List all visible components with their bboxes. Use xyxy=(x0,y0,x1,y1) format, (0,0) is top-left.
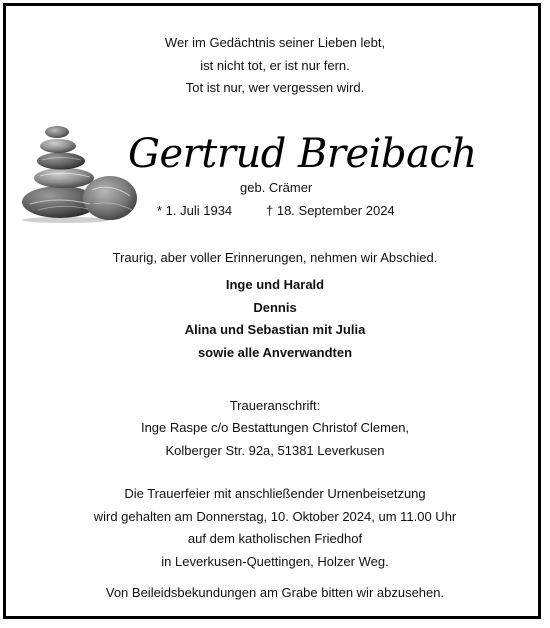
farewell-text: Traurig, aber voller Erinnerungen, nehmen wir Abschied. xyxy=(112,250,438,265)
address-line-2: Kolberger Str. 92a, 51381 Leverkusen xyxy=(165,443,385,458)
address-label: Traueranschrift: xyxy=(229,398,321,413)
verse-line-2: ist nicht tot, er ist nur fern. xyxy=(200,58,350,73)
mourner-line-3: Alina und Sebastian mit Julia xyxy=(184,322,366,337)
death-date: † 18. September 2024 xyxy=(266,203,395,218)
stacked-stones-image xyxy=(18,120,138,225)
mourner-line-1: Inge und Harald xyxy=(225,277,325,292)
ceremony-line-4: in Leverkusen-Quettingen, Holzer Weg. xyxy=(161,554,389,569)
mourner-line-4: sowie alle Anverwandten xyxy=(197,345,353,360)
closing-text: Von Beileidsbekundungen am Grabe bitten wir abzusehen. xyxy=(105,585,445,600)
birth-date: * 1. Juli 1934 xyxy=(157,203,233,218)
mourner-line-2: Dennis xyxy=(253,300,297,315)
address-line-1: Inge Raspe c/o Bestattungen Christof Clemen, xyxy=(140,420,410,435)
ceremony-line-2: wird gehalten am Donnerstag, 10. Oktober 2024, um 11.00 Uhr xyxy=(93,509,457,524)
maiden-name: geb. Crämer xyxy=(240,180,313,195)
ceremony-line-1: Die Trauerfeier mit anschließender Urnenbeisetzung xyxy=(124,486,426,501)
verse-line-3: Tot ist nur, wer vergessen wird. xyxy=(185,80,365,95)
ceremony-line-3: auf dem katholischen Friedhof xyxy=(187,531,363,546)
verse-line-1: Wer im Gedächtnis seiner Lieben lebt, xyxy=(164,35,386,50)
deceased-name: Gertrud Breibach xyxy=(128,131,477,177)
